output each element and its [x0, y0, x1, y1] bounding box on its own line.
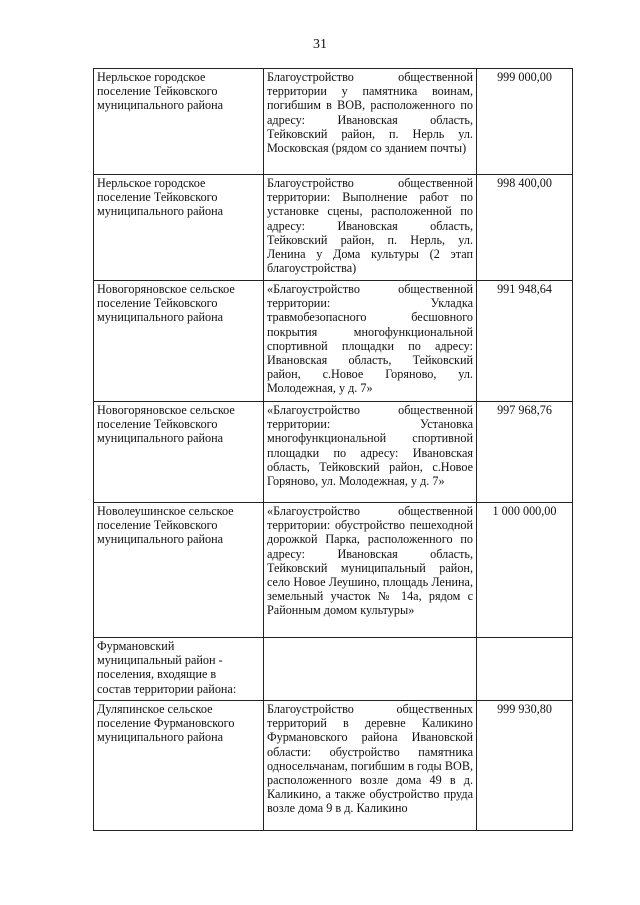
settlement-cell: [94, 175, 264, 281]
amount-cell: [477, 69, 573, 175]
settlement-cell: [94, 503, 264, 638]
amount-value: 997 968,76: [497, 403, 552, 417]
settlement-name: Новолеушинское сельское поселение Тейковского муниципального района: [97, 504, 234, 547]
project-cell: [264, 175, 477, 281]
project-cell: [264, 701, 477, 831]
settlement-cell: [94, 281, 264, 402]
settlement-name: Нерльское городское поселение Тейковского муниципального района: [97, 70, 224, 113]
amount-value: 999 000,00: [497, 70, 552, 84]
table-row: [94, 503, 573, 638]
settlement-name: Новогоряновское сельское поселение Тейковского муниципального района: [97, 403, 235, 446]
table-row: [94, 69, 573, 175]
district-heading: Фурмановский муниципальный район - поселения, входящие в состав территории района:: [97, 639, 237, 696]
subsidy-table: [93, 68, 573, 831]
project-description: Благоустройство общественных территорий в деревне Каликино Фурмановского района Ивановской области: обустройство памятника односельчанам, погибшим в годы ВОВ, расположенного возле дома 49 в д. Каликино, а также обустройство пруда возле дома 9 в д. Каликино: [267, 702, 473, 816]
project-description: Благоустройство общественной территории у памятника воинам, погибшим в ВОВ, расположенного по адресу: Ивановская область, Тейковский район, п. Нерль ул. Московская (рядом со зданием почты): [267, 70, 473, 156]
page-number: 31: [313, 37, 327, 52]
amount-cell: [477, 503, 573, 638]
table-row: [94, 281, 573, 402]
project-description: «Благоустройство общественной территории: Укладка травмобезопасного бесшовного покрытия многофункциональной спортивной площадки по адресу: Ивановская область, Тейковский район, с.Новое Горяново, ул. Молодежная, у д. 7»: [267, 282, 473, 396]
amount-value: 991 948,64: [497, 282, 552, 296]
table-row: [94, 638, 573, 701]
amount-cell: [477, 402, 573, 503]
settlement-name: Дуляпинское сельское поселение Фурмановского муниципального района: [97, 702, 235, 745]
settlement-cell: [94, 638, 264, 701]
project-cell: [264, 69, 477, 175]
amount-value: 998 400,00: [497, 176, 552, 190]
project-cell: [264, 281, 477, 402]
amount-cell: [477, 701, 573, 831]
project-description: «Благоустройство общественной территории: обустройство пешеходной дорожкой Парка, расположенного по адресу: Ивановская область, Тейковский муниципальный район, село Новое Леушино, площадь Ленина, земельный участок № 14а, рядом с Районным домом культуры»: [267, 504, 473, 618]
project-cell: [264, 402, 477, 503]
project-description: «Благоустройство общественной территории: Установка многофункциональной спортивной площадки по адресу: Ивановская область, Тейковский район, с.Новое Горяново, ул. Молодежная, у д. 7»: [267, 403, 473, 489]
project-description: Благоустройство общественной территории: Выполнение работ по установке сцены, расположенной по адресу: Ивановская область, Тейковский район, п. Нерль, ул. Ленина у Дома культуры (2 этап благоустройства): [267, 176, 473, 276]
settlement-cell: [94, 701, 264, 831]
settlement-cell: [94, 69, 264, 175]
settlement-name: Нерльское городское поселение Тейковского муниципального района: [97, 176, 224, 219]
project-cell: [264, 503, 477, 638]
settlement-name: Новогоряновское сельское поселение Тейковского муниципального района: [97, 282, 235, 325]
amount-value: 999 930,80: [497, 702, 552, 716]
amount-cell: [477, 281, 573, 402]
project-cell: [264, 638, 477, 701]
table-row: [94, 402, 573, 503]
amount-cell: [477, 638, 573, 701]
amount-cell: [477, 175, 573, 281]
settlement-cell: [94, 402, 264, 503]
amount-value: 1 000 000,00: [492, 504, 557, 518]
table-row: [94, 175, 573, 281]
table-row: [94, 701, 573, 831]
